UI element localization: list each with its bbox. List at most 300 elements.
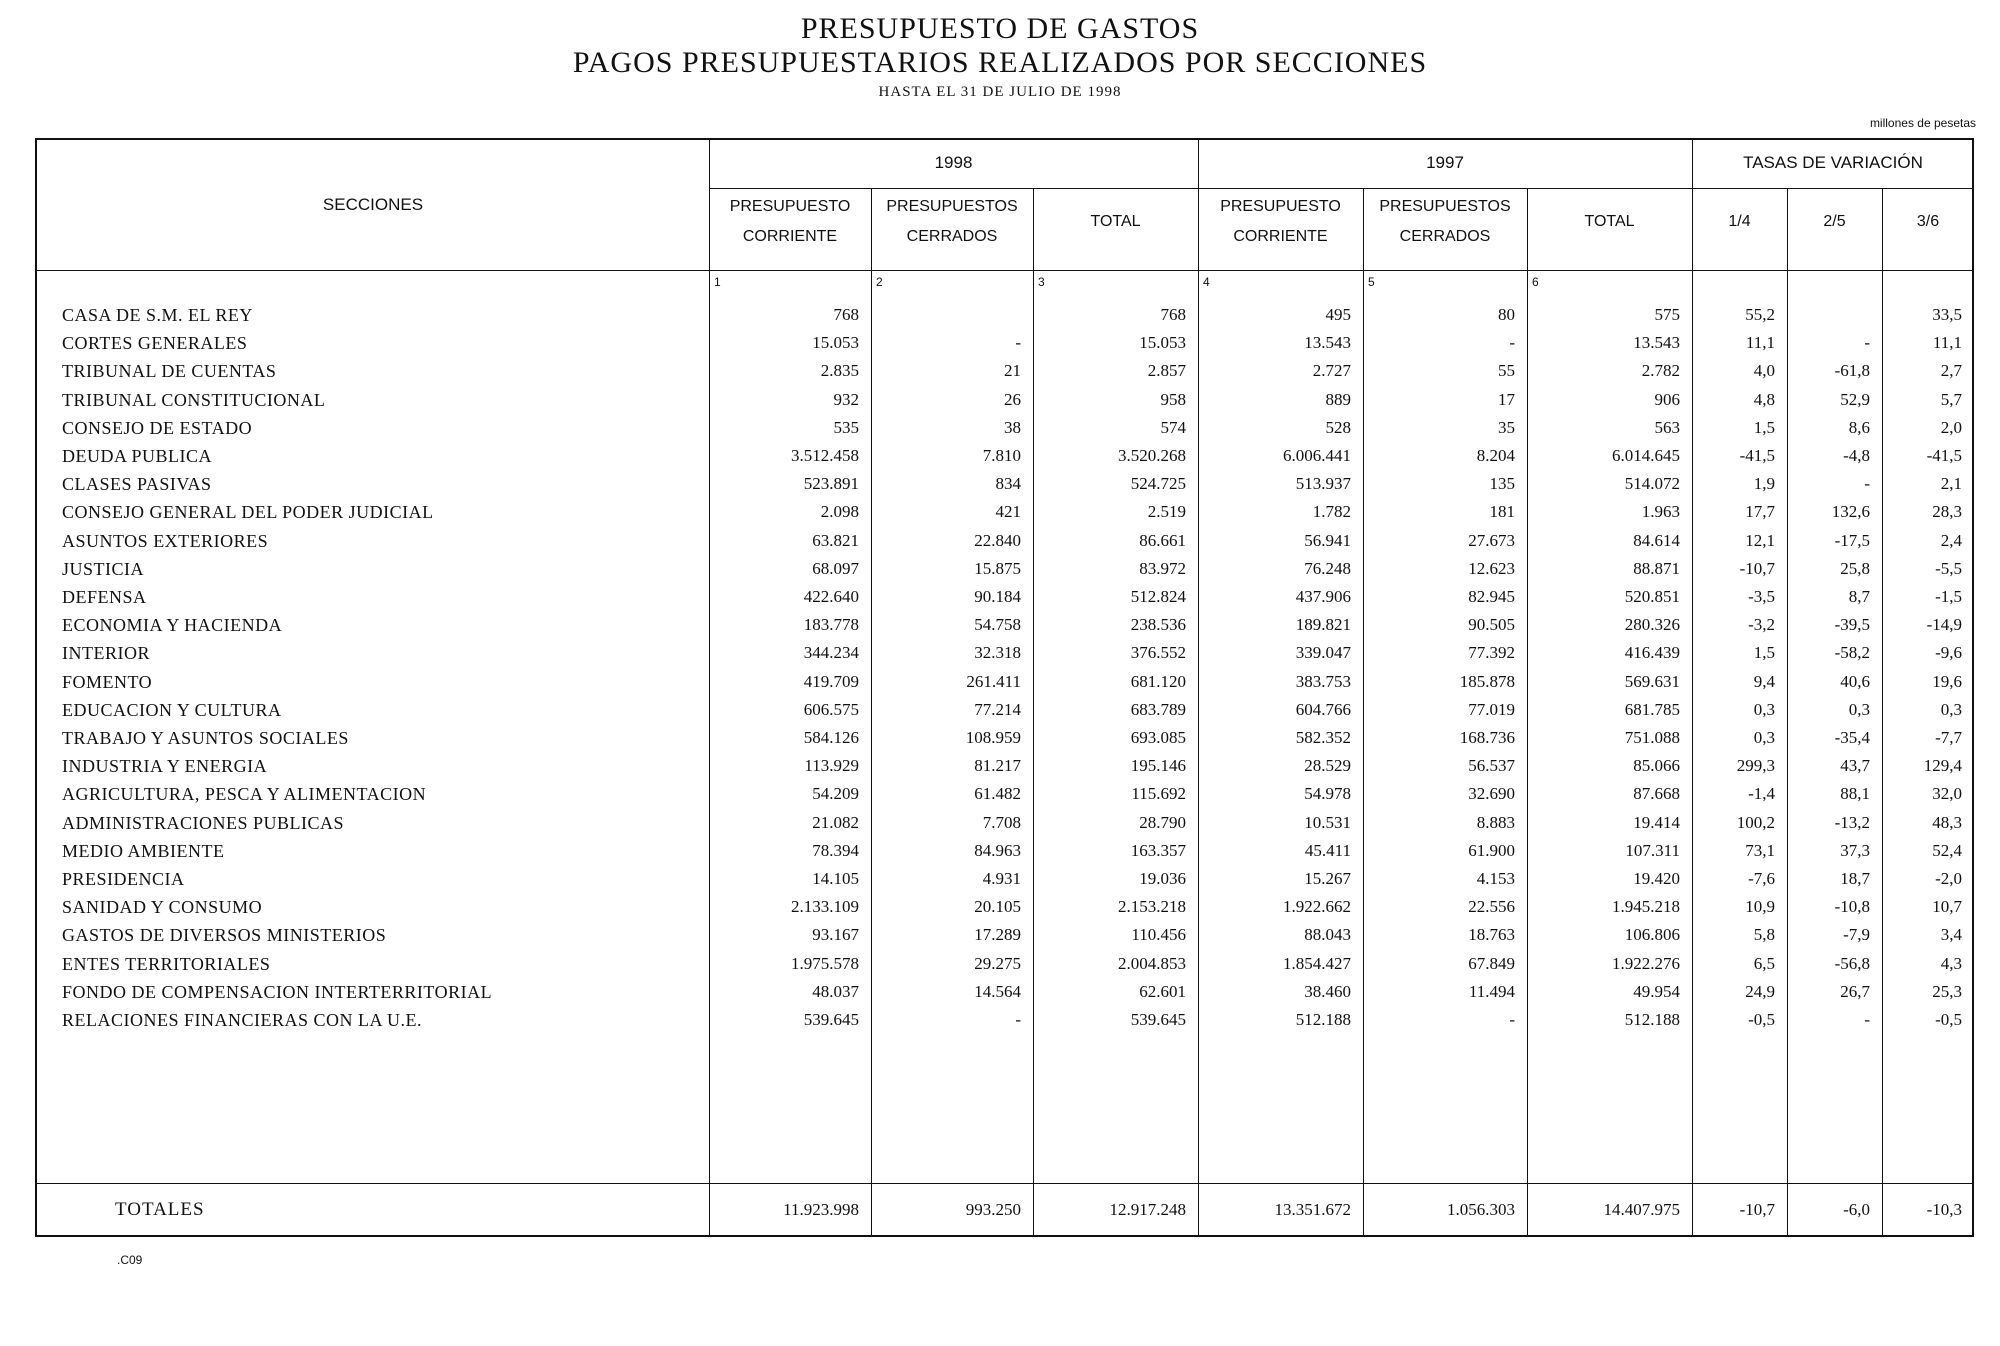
budget-table <box>35 138 1974 1237</box>
table-cell: 535 <box>833 417 859 437</box>
table-cell: 17.289 <box>974 925 1021 945</box>
totals-value: 13.351.672 <box>1274 1200 1351 1219</box>
table-cell: 539.645 <box>803 1010 859 1029</box>
table-row <box>37 357 1972 385</box>
table-cell: 528 <box>1325 417 1351 437</box>
table-row <box>37 865 1972 893</box>
table-cell: -5,5 <box>1935 558 1962 578</box>
table-cell: 76.248 <box>1304 558 1351 578</box>
table-cell: 108.959 <box>965 728 1021 747</box>
table-cell: 15.875 <box>974 558 1021 578</box>
table-cell: -10,8 <box>1834 897 1870 917</box>
table-cell: 86.661 <box>1139 530 1186 550</box>
report-title: PRESUPUESTO DE GASTOS <box>800 12 1200 45</box>
header-rate-2-5: 2/5 <box>1823 213 1846 230</box>
report-date: HASTA EL 31 DE JULIO DE 1998 <box>878 84 1122 100</box>
totals-label: TOTALES <box>115 1199 205 1220</box>
table-cell: 83.972 <box>1139 558 1186 578</box>
table-cell: 383.753 <box>1295 671 1351 691</box>
table-cell: 14.105 <box>812 869 859 888</box>
table-cell: 35 <box>1498 417 1515 437</box>
table-cell: 63.821 <box>812 530 859 550</box>
table-cell: -7,9 <box>1843 925 1870 945</box>
table-cell: 26 <box>1004 389 1021 409</box>
table-cell: 495 <box>1325 305 1351 324</box>
table-cell: 11,1 <box>1932 333 1962 353</box>
section-name: ADMINISTRACIONES PUBLICAS <box>62 812 345 833</box>
table-cell: 25,8 <box>1840 558 1870 578</box>
table-cell: 135 <box>1489 474 1515 494</box>
table-cell: -56,8 <box>1834 953 1870 973</box>
table-cell: 93.167 <box>812 925 859 945</box>
section-name: ECONOMIA Y HACIENDA <box>62 615 283 636</box>
table-cell: 54.978 <box>1304 784 1351 804</box>
table-cell: 19.036 <box>1139 869 1186 888</box>
table-row <box>37 950 1972 978</box>
table-cell: 100,2 <box>1736 812 1775 832</box>
table-cell: 28,3 <box>1932 502 1962 522</box>
table-cell: 574 <box>1160 417 1186 437</box>
table-cell: - <box>1015 1010 1021 1029</box>
table-cell: 683.789 <box>1130 699 1186 719</box>
table-cell: 569.631 <box>1624 671 1680 691</box>
table-cell: -10,7 <box>1739 558 1775 578</box>
table-cell: -39,5 <box>1834 615 1870 635</box>
table-cell: 512.188 <box>1624 1010 1680 1029</box>
table-row <box>37 837 1972 865</box>
section-name: FONDO DE COMPENSACION INTERTERRITORIAL <box>62 981 493 1002</box>
table-cell: 11.494 <box>1468 981 1515 1001</box>
table-cell: -2,0 <box>1935 869 1962 888</box>
table-cell: -41,5 <box>1739 446 1775 465</box>
table-cell: 7.708 <box>982 812 1021 832</box>
table-cell: 18.763 <box>1468 925 1515 945</box>
header-divider <box>37 270 1972 271</box>
column-number: 3 <box>1038 275 1045 289</box>
table-cell: 4.931 <box>982 869 1021 888</box>
section-name: MEDIO AMBIENTE <box>62 840 225 861</box>
table-cell: 48,3 <box>1932 812 1962 832</box>
table-cell: 523.891 <box>803 474 859 494</box>
table-cell: 5,8 <box>1753 925 1775 945</box>
table-cell: 88,1 <box>1840 784 1870 804</box>
section-name: CORTES GENERALES <box>62 333 248 354</box>
table-cell: 80 <box>1498 305 1515 324</box>
table-cell: - <box>1864 1010 1870 1029</box>
table-cell: -61,8 <box>1834 361 1870 381</box>
table-cell: 32.318 <box>974 643 1021 663</box>
table-cell: 10.531 <box>1304 812 1351 832</box>
table-cell: 2.098 <box>820 502 859 522</box>
table-cell: -7,7 <box>1935 728 1962 747</box>
table-cell: 90.505 <box>1468 615 1515 635</box>
table-cell: 7.810 <box>982 446 1021 465</box>
table-cell: - <box>1864 474 1870 494</box>
table-cell: 28.790 <box>1139 812 1186 832</box>
totals-value: 14.407.975 <box>1603 1200 1680 1219</box>
table-cell: 185.878 <box>1459 671 1515 691</box>
table-cell: 15.267 <box>1304 869 1351 888</box>
table-row <box>37 1006 1972 1034</box>
table-cell: 38 <box>1004 417 1021 437</box>
table-cell: 2.133.109 <box>791 897 859 917</box>
table-cell: 77.214 <box>974 699 1021 719</box>
totals-value: 993.250 <box>965 1200 1021 1219</box>
table-cell: - <box>1509 333 1515 353</box>
totals-value: -6,0 <box>1843 1200 1870 1219</box>
table-cell: 524.725 <box>1130 474 1186 494</box>
table-row <box>37 668 1972 696</box>
table-cell: -14,9 <box>1926 615 1962 635</box>
table-cell: 0,3 <box>1753 728 1775 747</box>
table-cell: 12,1 <box>1745 530 1775 550</box>
table-cell: 13.543 <box>1304 333 1351 353</box>
table-cell: -7,6 <box>1748 869 1775 888</box>
table-cell: 606.575 <box>803 699 859 719</box>
table-row <box>37 780 1972 808</box>
table-cell: 3,4 <box>1940 925 1962 945</box>
table-cell: 32,0 <box>1932 784 1962 804</box>
table-cell: 62.601 <box>1139 981 1186 1001</box>
table-cell: -3,5 <box>1748 587 1775 606</box>
table-cell: 906 <box>1654 389 1680 409</box>
table-cell: 22.840 <box>974 530 1021 550</box>
table-cell: 32.690 <box>1468 784 1515 804</box>
section-name: ENTES TERRITORIALES <box>62 953 271 974</box>
table-cell: 11,1 <box>1745 333 1775 353</box>
table-cell: 78.394 <box>812 840 859 860</box>
section-name: TRIBUNAL DE CUENTAS <box>62 361 277 382</box>
section-name: TRABAJO Y ASUNTOS SOCIALES <box>62 728 349 748</box>
table-cell: 1,9 <box>1753 474 1775 494</box>
table-cell: 54.209 <box>812 784 859 804</box>
table-cell: 238.536 <box>1130 615 1186 635</box>
table-cell: 73,1 <box>1745 840 1775 860</box>
table-cell: -0,5 <box>1748 1010 1775 1029</box>
table-cell: 17,7 <box>1745 502 1775 522</box>
table-cell: 2,4 <box>1940 530 1962 550</box>
table-cell: 195.146 <box>1130 756 1186 776</box>
table-cell: 512.188 <box>1295 1010 1351 1029</box>
section-name: CONSEJO GENERAL DEL PODER JUDICIAL <box>62 502 434 523</box>
column-number: 1 <box>714 275 721 289</box>
table-cell: 54.758 <box>974 615 1021 635</box>
table-cell: 0,3 <box>1848 699 1870 719</box>
table-cell: 82.945 <box>1468 587 1515 606</box>
table-row <box>37 470 1972 498</box>
table-cell: 2.835 <box>820 361 859 381</box>
table-cell: 67.849 <box>1468 953 1515 973</box>
table-cell: 422.640 <box>803 587 859 606</box>
table-cell: -3,2 <box>1748 615 1775 635</box>
table-cell: 68.097 <box>812 558 859 578</box>
table-cell: -41,5 <box>1926 446 1962 465</box>
totals-value: 1.056.303 <box>1447 1200 1515 1219</box>
table-cell: 693.085 <box>1130 728 1186 747</box>
table-cell: 437.906 <box>1295 587 1351 606</box>
header-tasas: TASAS DE VARIACIÓN <box>1743 153 1923 172</box>
column-number: 4 <box>1203 275 1210 289</box>
table-cell: -0,5 <box>1935 1010 1962 1029</box>
table-cell: -35,4 <box>1834 728 1870 747</box>
section-name: TRIBUNAL CONSTITUCIONAL <box>62 389 326 410</box>
table-cell: 6.014.645 <box>1612 446 1680 465</box>
totals-value: 11.923.998 <box>783 1200 859 1219</box>
table-row <box>37 696 1972 724</box>
table-cell: 932 <box>833 389 859 409</box>
section-name: FOMENTO <box>62 671 153 692</box>
table-cell: 10,7 <box>1932 897 1962 917</box>
table-cell: 48.037 <box>812 981 859 1001</box>
header-pres-cerrados-2: CERRADOS <box>906 228 998 245</box>
table-cell: 539.645 <box>1130 1010 1186 1029</box>
table-cell: 4,3 <box>1940 953 1962 973</box>
table-cell: 14.564 <box>974 981 1021 1001</box>
table-cell: 889 <box>1325 389 1351 409</box>
table-row <box>37 921 1972 949</box>
table-cell: 2.519 <box>1147 502 1186 522</box>
report-subtitle: PAGOS PRESUPUESTARIOS REALIZADOS POR SECCIONES <box>572 46 1428 79</box>
table-cell: - <box>1509 1010 1515 1029</box>
table-cell: -13,2 <box>1834 812 1870 832</box>
table-cell: -9,6 <box>1935 643 1962 663</box>
table-cell: 19.414 <box>1633 812 1680 832</box>
table-cell: 339.047 <box>1295 643 1351 663</box>
table-cell: 344.234 <box>803 643 859 663</box>
table-cell: 681.785 <box>1624 699 1680 719</box>
section-name: SANIDAD Y CONSUMO <box>62 897 263 918</box>
units-note: millones de pesetas <box>1869 116 1976 130</box>
table-cell: 1.854.427 <box>1283 953 1351 973</box>
table-cell: 958 <box>1160 389 1186 409</box>
table-cell: -1,4 <box>1748 784 1775 804</box>
totals-value: 12.917.248 <box>1109 1200 1186 1219</box>
table-cell: 513.937 <box>1295 474 1351 494</box>
table-cell: 84.614 <box>1633 530 1680 550</box>
table-cell: 17 <box>1498 389 1515 409</box>
table-cell: -17,5 <box>1834 530 1870 550</box>
table-cell: 6,5 <box>1753 953 1775 973</box>
table-cell: 768 <box>833 305 859 324</box>
table-cell: 2.857 <box>1147 361 1186 381</box>
table-cell: -1,5 <box>1935 587 1962 606</box>
header-pres-corriente-2: CORRIENTE <box>742 228 838 245</box>
table-cell: 106.806 <box>1624 925 1680 945</box>
table-cell: 181 <box>1489 502 1515 522</box>
header-pres-cerrados: PRESUPUESTOS <box>1379 198 1511 215</box>
section-name: INTERIOR <box>62 643 150 664</box>
table-cell: 22.556 <box>1468 897 1515 917</box>
table-row <box>37 611 1972 639</box>
table-row <box>37 329 1972 357</box>
section-name: GASTOS DE DIVERSOS MINISTERIOS <box>62 925 387 946</box>
table-row <box>37 301 1972 329</box>
table-cell: 376.552 <box>1130 643 1186 663</box>
table-cell: 575 <box>1654 305 1680 324</box>
table-cell: - <box>1015 333 1021 353</box>
header-total: TOTAL <box>1584 213 1635 230</box>
table-cell: 77.392 <box>1468 643 1515 663</box>
totals-value: -10,3 <box>1926 1200 1962 1219</box>
table-cell: 8.204 <box>1476 446 1515 465</box>
table-row <box>37 442 1972 470</box>
table-cell: 15.053 <box>1139 333 1186 353</box>
table-cell: 12.623 <box>1468 558 1515 578</box>
section-name: PRESIDENCIA <box>62 869 185 889</box>
section-name: DEFENSA <box>62 587 147 607</box>
table-row <box>37 893 1972 921</box>
table-cell: 563 <box>1654 417 1680 437</box>
table-cell: 834 <box>995 474 1021 494</box>
section-name: CASA DE S.M. EL REY <box>62 305 253 325</box>
table-cell: 584.126 <box>803 728 859 747</box>
header-year-1997: 1997 <box>1426 153 1464 172</box>
table-cell: 21 <box>1004 361 1021 381</box>
table-cell: 38.460 <box>1304 981 1351 1001</box>
table-cell: 81.217 <box>974 756 1021 776</box>
table-cell: 8,7 <box>1848 587 1870 606</box>
table-cell: - <box>1864 333 1870 353</box>
table-cell: 19,6 <box>1932 671 1962 691</box>
table-cell: 56.941 <box>1304 530 1351 550</box>
table-cell: 681.120 <box>1130 671 1186 691</box>
table-cell: 4,8 <box>1753 389 1775 409</box>
table-row <box>37 978 1972 1006</box>
header-pres-cerrados-2: CERRADOS <box>1399 228 1491 245</box>
table-cell: 61.482 <box>974 784 1021 804</box>
table-cell: 3.512.458 <box>791 446 859 465</box>
header-pres-corriente-2: CORRIENTE <box>1233 228 1328 245</box>
section-name: CONSEJO DE ESTADO <box>62 417 253 438</box>
table-cell: 85.066 <box>1633 756 1680 776</box>
table-cell: 55 <box>1498 361 1515 381</box>
table-cell: 168.736 <box>1459 728 1515 747</box>
table-cell: 520.851 <box>1624 587 1680 606</box>
section-name: INDUSTRIA Y ENERGIA <box>62 756 268 777</box>
header-total: TOTAL <box>1090 213 1141 230</box>
table-cell: 115.692 <box>1131 784 1186 804</box>
table-cell: 33,5 <box>1932 305 1962 324</box>
table-cell: 0,3 <box>1753 699 1775 719</box>
table-cell: 0,3 <box>1940 699 1962 719</box>
table-cell: 132,6 <box>1831 502 1870 522</box>
table-cell: 416.439 <box>1624 643 1680 663</box>
table-cell: 29.275 <box>974 953 1021 973</box>
table-cell: 87.668 <box>1633 784 1680 804</box>
table-cell: 2.153.218 <box>1118 897 1186 917</box>
table-cell: 107.311 <box>1625 840 1680 860</box>
table-cell: 299,3 <box>1736 756 1775 776</box>
table-cell: 4.153 <box>1476 869 1515 888</box>
table-row <box>37 583 1972 611</box>
table-row <box>37 639 1972 667</box>
table-cell: 49.954 <box>1633 981 1680 1001</box>
table-cell: 110.456 <box>1131 925 1186 945</box>
column-number: 6 <box>1532 275 1539 289</box>
table-cell: 514.072 <box>1624 474 1680 494</box>
table-cell: 52,9 <box>1840 389 1870 409</box>
table-cell: 512.824 <box>1130 587 1186 606</box>
table-cell: 1.922.662 <box>1283 897 1351 917</box>
header-pres-corriente: PRESUPUESTO <box>729 198 851 215</box>
section-name: AGRICULTURA, PESCA Y ALIMENTACION <box>62 784 427 805</box>
table-cell: 1.922.276 <box>1612 953 1680 973</box>
table-cell: 20.105 <box>974 897 1021 917</box>
table-cell: 8,6 <box>1848 417 1870 437</box>
table-cell: 55,2 <box>1745 305 1775 324</box>
table-cell: 1.782 <box>1312 502 1351 522</box>
table-cell: 45.411 <box>1304 840 1351 860</box>
table-cell: 1.975.578 <box>791 953 859 973</box>
section-name: CLASES PASIVAS <box>62 474 212 495</box>
table-row <box>37 498 1972 526</box>
table-cell: 28.529 <box>1304 756 1351 776</box>
table-row <box>37 555 1972 583</box>
header-pres-cerrados: PRESUPUESTOS <box>886 198 1018 215</box>
table-cell: -4,8 <box>1843 446 1870 465</box>
table-cell: 52,4 <box>1932 840 1962 860</box>
totals-row <box>37 1190 1972 1230</box>
header-rate-1-4: 1/4 <box>1728 213 1751 230</box>
table-cell: 1,5 <box>1753 643 1775 663</box>
section-name: JUSTICIA <box>62 558 145 579</box>
table-cell: 25,3 <box>1932 981 1962 1001</box>
table-cell: 19.420 <box>1633 869 1680 888</box>
table-cell: 183.778 <box>803 615 859 635</box>
table-cell: 113.929 <box>804 756 859 776</box>
table-cell: 26,7 <box>1840 981 1870 1001</box>
table-row <box>37 386 1972 414</box>
table-row <box>37 724 1972 752</box>
table-cell: 4,0 <box>1753 361 1775 381</box>
table-cell: 129,4 <box>1923 756 1962 776</box>
table-cell: 6.006.441 <box>1283 446 1351 465</box>
table-cell: 2,1 <box>1940 474 1962 494</box>
table-cell: 27.673 <box>1468 530 1515 550</box>
table-cell: 21.082 <box>812 812 859 832</box>
table-cell: 1.963 <box>1641 502 1680 522</box>
table-cell: 13.543 <box>1633 333 1680 353</box>
table-cell: 1,5 <box>1753 417 1775 437</box>
table-cell: 163.357 <box>1130 840 1186 860</box>
table-cell: 24,9 <box>1745 981 1775 1001</box>
table-cell: 77.019 <box>1468 699 1515 719</box>
table-cell: -58,2 <box>1834 643 1870 663</box>
totals-divider <box>37 1183 1972 1184</box>
table-cell: 2.727 <box>1312 361 1351 381</box>
table-cell: 604.766 <box>1295 699 1351 719</box>
table-cell: 90.184 <box>974 587 1021 606</box>
table-cell: 419.709 <box>803 671 859 691</box>
table-cell: 421 <box>995 502 1021 522</box>
table-row <box>37 809 1972 837</box>
table-cell: 8.883 <box>1476 812 1515 832</box>
table-row <box>37 414 1972 442</box>
table-cell: 2,0 <box>1940 417 1962 437</box>
table-cell: 9,4 <box>1753 671 1775 691</box>
section-name: RELACIONES FINANCIERAS CON LA U.E. <box>62 1010 423 1030</box>
table-cell: 61.900 <box>1468 840 1515 860</box>
table-row <box>37 752 1972 780</box>
header-pres-corriente: PRESUPUESTO <box>1220 198 1341 215</box>
column-number: 2 <box>876 275 883 289</box>
table-cell: 261.411 <box>966 671 1021 691</box>
table-cell: 40,6 <box>1840 671 1870 691</box>
table-cell: 2,7 <box>1940 361 1962 381</box>
table-cell: 751.088 <box>1624 728 1680 747</box>
column-number: 5 <box>1368 275 1375 289</box>
table-cell: 1.945.218 <box>1612 897 1680 917</box>
